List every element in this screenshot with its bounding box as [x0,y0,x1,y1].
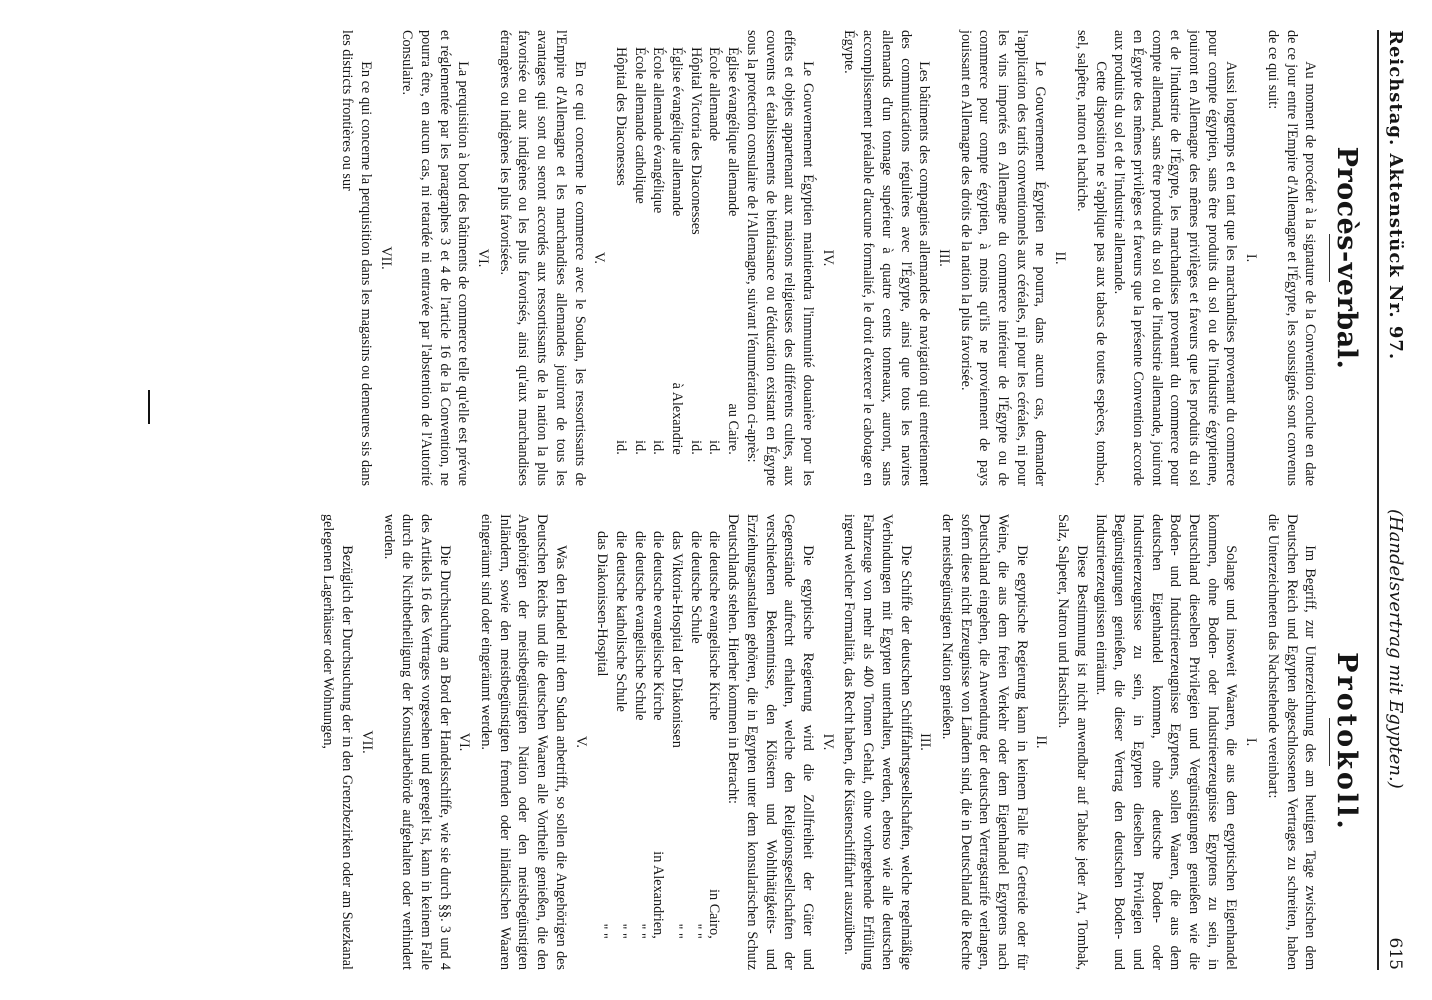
section-numeral: IV. [819,733,836,751]
institution-location: in Alexandrien, [650,851,667,939]
section-paragraph: Le Gouvernement Égyptien maintiendra l'immunité douanière pour les effets et objets appartenant aux maisons religieuses des différents cultes, aux couvents et établissements de bienfaisance ou d'éducation existant en Égypte sous la protection consulaire de l'Allemagne, suivant l'énumération ci-après: [743,30,817,486]
institution-item [686,30,705,486]
institution-location: au Caire. [725,403,742,455]
institution-list [593,514,724,970]
section-paragraph: Aussi longtemps et en tant que les marchandises provenant du commerce pour compte égyptien, sans être produits du sol ou de l'industrie égyptienne, jouiront en Allemagne des mêmes privilèges et faveurs que les produits du sol et de l'industrie de l'Égypte, les marchandises provenant du commerce pour compte allemand, sans être produits du sol ou de l'industrie allemande, jouiront en Égypte des mêmes privilèges et faveurs que la présente Convention accorde aux produits du sol et de l'industrie allemande. [1111,30,1240,486]
french-title: Procès-verbal. [1331,146,1362,370]
institution-item [649,514,668,970]
french-intro: Au moment de procéder à la signature de la Convention conclue en date de ce jour entre l'Empire d'Allemagne et l'Égypte, les soussignés sont convenus de ce qui suit: [1264,30,1319,486]
institution-name: die deutsche evangelische Kirche [706,531,723,721]
institution-item [724,30,743,486]
section-numeral: II. [1052,251,1069,265]
header-center: (Handelsvertrag mit Egypten.) [1385,508,1406,789]
institution-item [611,30,630,486]
section-paragraph: Die egyptische Regierung wird die Zollfreiheit der Güter und Gegenstände aufrecht erhalten, welche den Religionsgesellschaften der verschiedenen Bekenntnisse, den Klöstern und Wohlthätigkeits- und Erziehungsanstalten gehören, die in Egypten unter dem konsularischen Schutz Deutschlands stehen. Hierher kommen in Betracht: [725,514,817,970]
running-head [1377,30,1406,970]
section-numeral: V. [591,252,608,264]
institution-item [630,514,649,970]
institution-location: id. [631,440,648,455]
institution-list [611,30,742,486]
section-numeral: V. [572,736,589,748]
institution-location: id. [706,440,723,455]
german-title: Protokoll. [1331,652,1362,832]
institution-location: " " [669,923,686,939]
section-paragraph: Was den Handel mit dem Sudan anbetrifft, so sollen die Angehörigen des Deutschen Reichs und die deutschen Waaren alle Vortheile genießen, die den Angehörigen der meistbegünstigten Nation oder den meistbegünstigten Inländern, sowie den meistbegünstigten fremden oder inländischen Waaren eingeräumt sind oder eingeräumt werden. [478,514,569,970]
institution-name: die deutsche katholische Schule [612,531,629,712]
section-paragraph: En ce qui concerne la perquisition dans les magasins ou demeures sis dans les districts frontières ou sur [339,30,374,486]
french-body [337,30,1260,486]
institution-item [611,514,630,970]
section-paragraph: Die Durchsuchung an Bord der Handelsschiffe, wie sie durch §§. 3 und 4 des Artikels 16 des Vertrages vorgesehen und geregelt ist, kann in keinem Falle durch die Nichtbetheiligung der Konsularbehörde aufgehalten oder verhindert werden. [380,514,453,970]
institution-item [630,30,649,486]
institution-item [667,30,686,486]
institution-item [593,514,612,970]
section-paragraph: La perquisition à bord des bâtiments de commerce telle qu'elle est prévue et réglementée par les paragraphes 3 et 4 de l'article 16 de la Convention, ne pourra être, en aucun cas, ni retardée ni entravée par l'abstention de l'Autorité Consulaire. [399,30,472,486]
institution-name: École allemande catholique [631,47,648,204]
two-columns [319,30,1363,970]
german-body [319,514,1260,970]
edge-mark [148,390,150,424]
section-numeral: I. [1243,253,1260,263]
section-numeral: III. [917,733,934,751]
section-numeral: IV. [819,249,836,267]
institution-name: École allemande évangélique [650,47,667,214]
section-paragraph: Bezüglich der Durchsuchung der in den Grenzbezirken oder am Suezkanal gelegenen Lagerhäuser oder Wohnungen, [320,514,356,970]
section-numeral: VI. [456,732,473,752]
institution-item [667,514,686,970]
institution-location: id. [612,440,629,455]
section-paragraph: Solange und insoweit Waaren, die aus dem egyptischen Eigenhandel kommen, ohne Boden- oder Industrieerzeugnisse Egyptens zu sein, in Deutschland dieselben Privilegien und Vergünstigungen genießen wie die Boden- und Industrieerzeugnisse Egyptens, sollen Waaren, die aus dem deutschen Eigenhandel kommen, ohne deutsche Boden- oder Industrieerzeugnisse zu sein, in Egypten dieselben Privilegien und Begünstigungen genießen, die dieser Vertrag den deutschen Boden- und Industrieerzeugnissen einräumt. [1092,514,1240,970]
institution-name: Église évangélique allemande [669,47,686,217]
institution-location: " " [612,923,629,939]
section-paragraph: Cette disposition ne s'applique pas aux tabacs de toutes espèces, tombac, sel, salpêtre, natron et hachiche. [1073,30,1109,486]
section-numeral: VI. [475,248,492,268]
section-paragraph: Die Schiffe der deutschen Schifffahrtsgesellschaften, welche regelmäßige Verbindungen mit Egypten unterhalten, werden, ebenso wie alle deutschen Fahrzeuge von mehr als 400 Tonnen Gehalt, ohne vorhergehende Erfüllung irgend welcher Formalität, das Recht haben, die Küstenschifffahrt auszuüben. [841,514,914,970]
section-numeral: II. [1033,735,1050,749]
german-column [319,514,1363,970]
institution-name: Église évangélique allemande [725,47,742,217]
header-left: Reichstag. Aktenstück Nr. 97. [1385,30,1406,361]
section-paragraph: Les bâtiments des compagnies allemandes de navigation qui entretiennent des communications régulières avec l'Égypte, ainsi que tous les navires allemands d'un tonnage supérieur à quatre cents tonneaux, auront, sans accomplissement préalable d'aucune formalité, le droit d'exercer le cabotage en Égypte. [841,30,933,486]
section-paragraph: Die egyptische Regierung kann in keinem Falle für Getreide oder für Weine, die aus dem freien Verkehr oder dem Eigenhandel Egyptens nach Deutschland eingehen, die Anwendung der deutschen Vertragstarife verlangen, sofern diese nicht Erzeugnisse von Ländern sind, die in Deutschland die Rechte der meistbegünstigten Nation genießen. [938,514,1030,970]
institution-location: à Alexandrie [669,382,686,455]
institution-name: Hôpital Victoria des Diaconesses [687,47,704,235]
section-numeral: III. [935,249,952,267]
institution-name: École allemande [706,47,723,142]
institution-item [705,30,724,486]
institution-name: die deutsche evangelische Schule [631,531,648,721]
page-number: 615 [1385,937,1405,970]
section-numeral: I. [1243,737,1260,747]
institution-name: die deutsche evangelische Kirche [650,531,667,721]
section-numeral: VII. [358,730,375,754]
institution-name: das Diakonissen-Hospital [594,531,611,677]
page-inner [66,30,1406,970]
section-numeral: VII. [377,246,394,270]
french-column [319,30,1363,486]
institution-location: " " [687,923,704,939]
institution-location: id. [650,440,667,455]
institution-name: Hôpital des Diaconesses [612,47,629,186]
institution-item [705,514,724,970]
section-paragraph: Le Gouvernement Égyptien ne pourra, dans aucun cas, demander l'application des tarifs conventionnels aux céréales, ni pour les céréales, ni pour les vins importés en Allemagne du commerce intérieur de l'Égypte ou de commerce pour compte égyptien, à moins qu'ils ne proviennent de pays jouissant en Allemagne des droits de la nation la plus favorisée. [957,30,1049,486]
section-paragraph: Diese Bestimmung ist nicht anwendbar auf Tabake jeder Art, Tombak, Salz, Salpeter, Natron und Haschisch. [1055,514,1090,970]
institution-location: in Cairo, [706,889,723,939]
institution-name: die deutsche Schule [687,531,704,644]
institution-location: " " [631,923,648,939]
german-intro: Im Begriff, zur Unterzeichnung des am heutigen Tage zwischen dem Deutschen Reich und Egypten abgeschlossenen Vertrages zu schreiten, haben die Unterzeichneten das Nachstehende vereinbart: [1264,514,1319,970]
institution-name: das Viktoria-Hospital der Diakonissen [669,531,686,748]
institution-location: id. [687,440,704,455]
institution-item [649,30,668,486]
institution-item [686,514,705,970]
institution-location: " " [594,923,611,939]
section-paragraph: En ce qui concerne le commerce avec le Soudan, les ressortissants de l'Empire d'Allemagne et les marchandises allemandes jouiront de tous les avantages qui sont ou seront accordés aux ressortissants de la nation la plus favorisée ou aux indigènes ou les plus favorisés, ainsi qu'aux marchandises étrangères ou indigènes les plus favorisées. [496,30,588,486]
